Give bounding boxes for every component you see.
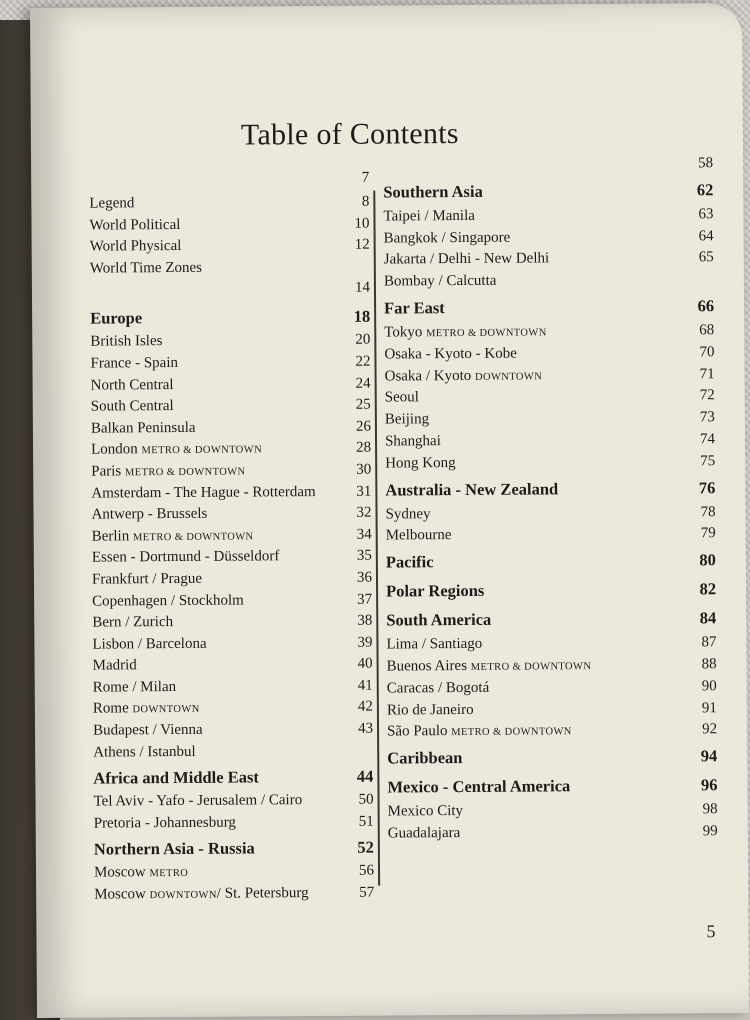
toc-entry	[93, 654, 373, 678]
entry-page-number: 66	[697, 296, 715, 316]
section-heading	[94, 833, 374, 863]
toc-entry	[90, 235, 370, 259]
entry-label: Caracas / Bogotá	[386, 679, 490, 697]
toc-entry	[93, 719, 373, 743]
toc-entry	[385, 429, 715, 453]
entry-label: Moscow METRO	[93, 864, 189, 882]
entry-sublabel: DOWNTOWN	[474, 371, 543, 383]
entry-label: Northern Asia - Russia	[93, 838, 255, 860]
entry-page-number: 26	[355, 418, 371, 435]
toc-entry	[388, 821, 718, 845]
toc-entry	[387, 698, 717, 722]
entry-page-number: 84	[699, 608, 717, 628]
entry-label: Pacific	[385, 552, 434, 572]
entry-label: Europe	[90, 308, 143, 328]
entry-page-number: 35	[356, 547, 372, 565]
entry-label: World Time Zones	[89, 259, 203, 277]
entry-page-number: 31	[356, 483, 372, 500]
entry-suffix: / St. Petersburg	[216, 885, 309, 902]
entry-sublabel: METRO & DOWNTOWN	[124, 466, 246, 479]
entry-page-number: 42	[357, 699, 373, 716]
toc-entry	[89, 168, 369, 194]
entry-label: Mexico City	[387, 803, 464, 820]
toc-entry	[92, 632, 372, 656]
section-heading	[383, 175, 713, 206]
entry-label: Bangkok / Singapore	[383, 229, 511, 247]
entry-page-number: 56	[358, 863, 375, 880]
entry-sublabel: DOWNTOWN	[132, 704, 200, 716]
entry-page-number: 12	[354, 236, 370, 253]
toc-entry	[385, 364, 715, 388]
entry-label: Far East	[384, 298, 445, 318]
entry-label: North Central	[90, 376, 174, 394]
entry-label: Bern / Zurich	[92, 614, 174, 631]
entry-label: Frankfurt / Prague	[91, 570, 203, 588]
toc-entry	[92, 589, 372, 613]
entry-page-number: 58	[698, 155, 714, 172]
entry-label: Rome / Milan	[92, 678, 177, 696]
toc-entry	[92, 524, 372, 548]
entry-label: Jakarta / Delhi - New Delhi	[383, 250, 550, 268]
entry-label: Africa and Middle East	[93, 767, 259, 788]
entry-label: Tokyo METRO & DOWNTOWN	[384, 324, 547, 341]
entry-page-number: 75	[700, 452, 716, 470]
entry-label: Madrid	[92, 657, 137, 674]
entry-page-number: 51	[358, 813, 374, 830]
toc-entry	[385, 451, 715, 475]
entry-page-number: 40	[357, 655, 373, 673]
entry-sublabel: METRO & DOWNTOWN	[426, 327, 547, 340]
entry-page-number: 65	[698, 249, 714, 266]
entry-label: British Isles	[90, 333, 163, 350]
toc-entry	[90, 278, 370, 304]
entry-label: Guadalajara	[387, 824, 461, 842]
toc-entry	[383, 204, 713, 228]
toc-entry	[90, 352, 370, 376]
entry-label: Taipei / Manila	[383, 207, 475, 225]
entry-page-number: 72	[699, 387, 715, 404]
section-heading	[387, 770, 717, 801]
entry-page-number: 80	[699, 550, 716, 570]
entry-page-number: 68	[699, 322, 715, 339]
entry-label: France - Spain	[90, 354, 179, 372]
toc-entry	[384, 248, 714, 272]
entry-label: Berlin METRO & DOWNTOWN	[91, 528, 254, 545]
entry-label: Athens / Istanbul	[93, 743, 196, 761]
entry-label: Rio de Janeiro	[386, 701, 474, 719]
entry-page-number: 57	[359, 884, 375, 901]
entry-label: South America	[386, 609, 492, 630]
entry-label: World Political	[89, 216, 181, 234]
entry-label: Bombay / Calcutta	[383, 272, 497, 290]
entry-label: Paris METRO & DOWNTOWN	[91, 463, 246, 480]
entry-page-number: 41	[357, 677, 373, 694]
entry-page-number: 94	[700, 746, 718, 766]
entry-page-number: 25	[355, 396, 371, 413]
entry-label: Seoul	[384, 389, 419, 406]
toc-entry	[91, 373, 371, 397]
entry-label: Lima / Santiago	[386, 636, 483, 653]
toc-entry	[90, 330, 370, 354]
entry-label: Essen - Dortmund - Düsseldorf	[91, 548, 280, 566]
entry-label: South Central	[90, 398, 174, 415]
toc-entry	[89, 192, 369, 216]
toc-entry	[91, 416, 371, 440]
entry-label: Polar Regions	[386, 580, 485, 601]
entry-page-number: 78	[700, 503, 716, 520]
entry-label: Osaka / Kyoto DOWNTOWN	[384, 367, 543, 385]
toc-entry	[93, 790, 373, 814]
section-heading	[384, 291, 714, 322]
section-heading	[386, 574, 716, 605]
toc-entry	[386, 632, 716, 656]
entry-label: Copenhagen / Stockholm	[92, 592, 244, 610]
entry-page-number: 76	[698, 477, 716, 497]
entry-label: Buenos Aires METRO & DOWNTOWN	[386, 657, 592, 675]
section-heading	[387, 741, 717, 772]
toc-entry	[385, 502, 715, 526]
section-heading	[385, 473, 715, 504]
toc-entry	[384, 320, 714, 344]
entry-page-number: 28	[356, 439, 372, 457]
entry-page-number: 74	[699, 431, 716, 448]
toc-entry	[92, 546, 372, 570]
entry-label: Caribbean	[387, 748, 463, 768]
entry-page-number: 18	[353, 307, 371, 327]
entry-label: São Paulo METRO & DOWNTOWN	[387, 723, 572, 740]
toc-entry	[92, 611, 372, 635]
entry-page-number: 64	[698, 227, 714, 244]
entry-label: World Physical	[89, 238, 182, 255]
entry-sublabel: METRO & DOWNTOWN	[141, 444, 263, 457]
entry-page-number: 20	[355, 332, 371, 349]
toc-entry	[94, 811, 374, 835]
column-divider	[373, 191, 380, 886]
toc-entry	[383, 153, 713, 177]
entry-label: Tel Aviv - Yafo - Jerusalem / Cairo	[93, 792, 303, 810]
toc-entry	[385, 407, 715, 431]
toc-entry	[90, 256, 370, 280]
entry-page-number: 32	[356, 504, 372, 521]
entry-page-number: 63	[698, 206, 714, 223]
entry-page-number: 79	[700, 525, 716, 542]
entry-page-number: 39	[357, 634, 373, 651]
entry-page-number: 8	[361, 193, 370, 210]
entry-label: Australia - New Zealand	[385, 478, 559, 500]
entry-page-number: 37	[357, 591, 373, 608]
entry-page-number: 36	[356, 569, 373, 586]
entry-label: Lisbon / Barcelona	[92, 635, 207, 653]
entry-page-number: 99	[702, 823, 718, 840]
entry-label: Southern Asia	[383, 181, 483, 202]
toc-entry	[386, 524, 716, 548]
toc-entry	[384, 342, 714, 366]
toc-entry	[94, 861, 374, 885]
toc-entry	[387, 720, 717, 744]
entry-label: Mexico - Central America	[387, 776, 571, 797]
contents-column-left	[89, 168, 374, 907]
entry-sublabel: METRO	[149, 868, 189, 880]
toc-entry	[388, 799, 718, 823]
page-title: Table of Contents	[240, 117, 459, 152]
toc-entry	[93, 675, 373, 699]
entry-page-number: 44	[356, 766, 374, 786]
toc-entry	[91, 395, 371, 419]
entry-label: Pretoria - Johannesburg	[93, 814, 236, 832]
entry-page-number: 96	[700, 775, 718, 795]
toc-entry	[385, 386, 715, 410]
contents-column-right	[383, 153, 718, 845]
entry-page-number: 92	[701, 721, 718, 738]
entry-page-number: 34	[356, 526, 372, 543]
entry-page-number: 38	[357, 612, 373, 629]
toc-entry	[92, 568, 372, 592]
entry-page-number: 30	[356, 461, 372, 478]
entry-label: Amsterdam - The Hague - Rotterdam	[91, 483, 316, 502]
entry-label: Budapest / Vienna	[92, 721, 203, 739]
section-heading	[386, 603, 716, 634]
section-heading	[386, 545, 716, 576]
entry-label: Moscow DOWNTOWN/ St. Petersburg	[94, 885, 309, 903]
toc-entry	[93, 697, 373, 721]
entry-label: Sydney	[385, 505, 431, 523]
entry-label: Balkan Peninsula	[90, 419, 196, 437]
book-page	[30, 3, 749, 1018]
entry-page-number: 71	[699, 365, 715, 382]
section-heading	[93, 762, 373, 792]
entry-sublabel: METRO & DOWNTOWN	[132, 531, 254, 544]
entry-label: Beijing	[384, 411, 430, 428]
toc-entry	[387, 676, 717, 700]
toc-entry	[91, 481, 371, 505]
toc-entry	[91, 438, 371, 462]
entry-page-number: 90	[701, 677, 717, 695]
entry-label: London METRO & DOWNTOWN	[91, 441, 263, 458]
toc-entry	[94, 883, 374, 907]
entry-page-number: 52	[357, 838, 374, 858]
entry-page-number: 43	[357, 720, 374, 737]
entry-label: Hong Kong	[385, 454, 456, 472]
toc-entry	[387, 654, 717, 678]
entry-page-number: 82	[699, 579, 717, 599]
entry-label: Melbourne	[385, 527, 452, 544]
toc-entry	[91, 460, 371, 484]
entry-page-number: 14	[354, 280, 371, 297]
toc-entry	[89, 213, 369, 237]
entry-page-number: 62	[696, 180, 714, 200]
entry-label: Rome DOWNTOWN	[92, 700, 200, 718]
entry-sublabel: DOWNTOWN	[149, 889, 217, 902]
entry-label: Osaka - Kyoto - Kobe	[384, 345, 517, 363]
entry-label: Legend	[89, 195, 135, 212]
entry-page-number: 22	[355, 353, 371, 370]
toc-entry	[384, 269, 714, 293]
entry-page-number: 50	[358, 791, 374, 808]
toc-entry	[91, 503, 371, 527]
entry-page-number: 10	[354, 215, 370, 232]
section-heading	[90, 302, 370, 332]
entry-page-number: 98	[702, 801, 718, 818]
entry-sublabel: METRO & DOWNTOWN	[451, 726, 572, 739]
page-number: 5	[706, 921, 716, 942]
entry-sublabel: METRO & DOWNTOWN	[470, 661, 592, 673]
toc-entry	[384, 226, 714, 250]
entry-label: Shanghai	[384, 433, 441, 450]
entry-page-number: 7	[361, 169, 370, 186]
entry-label: Antwerp - Brussels	[91, 505, 208, 523]
entry-page-number: 91	[701, 699, 717, 716]
entry-page-number: 73	[699, 409, 715, 426]
entry-page-number: 24	[355, 375, 371, 392]
entry-page-number: 88	[701, 656, 717, 673]
entry-page-number: 70	[699, 344, 715, 361]
entry-page-number: 87	[701, 634, 717, 651]
toc-entry	[93, 740, 373, 764]
